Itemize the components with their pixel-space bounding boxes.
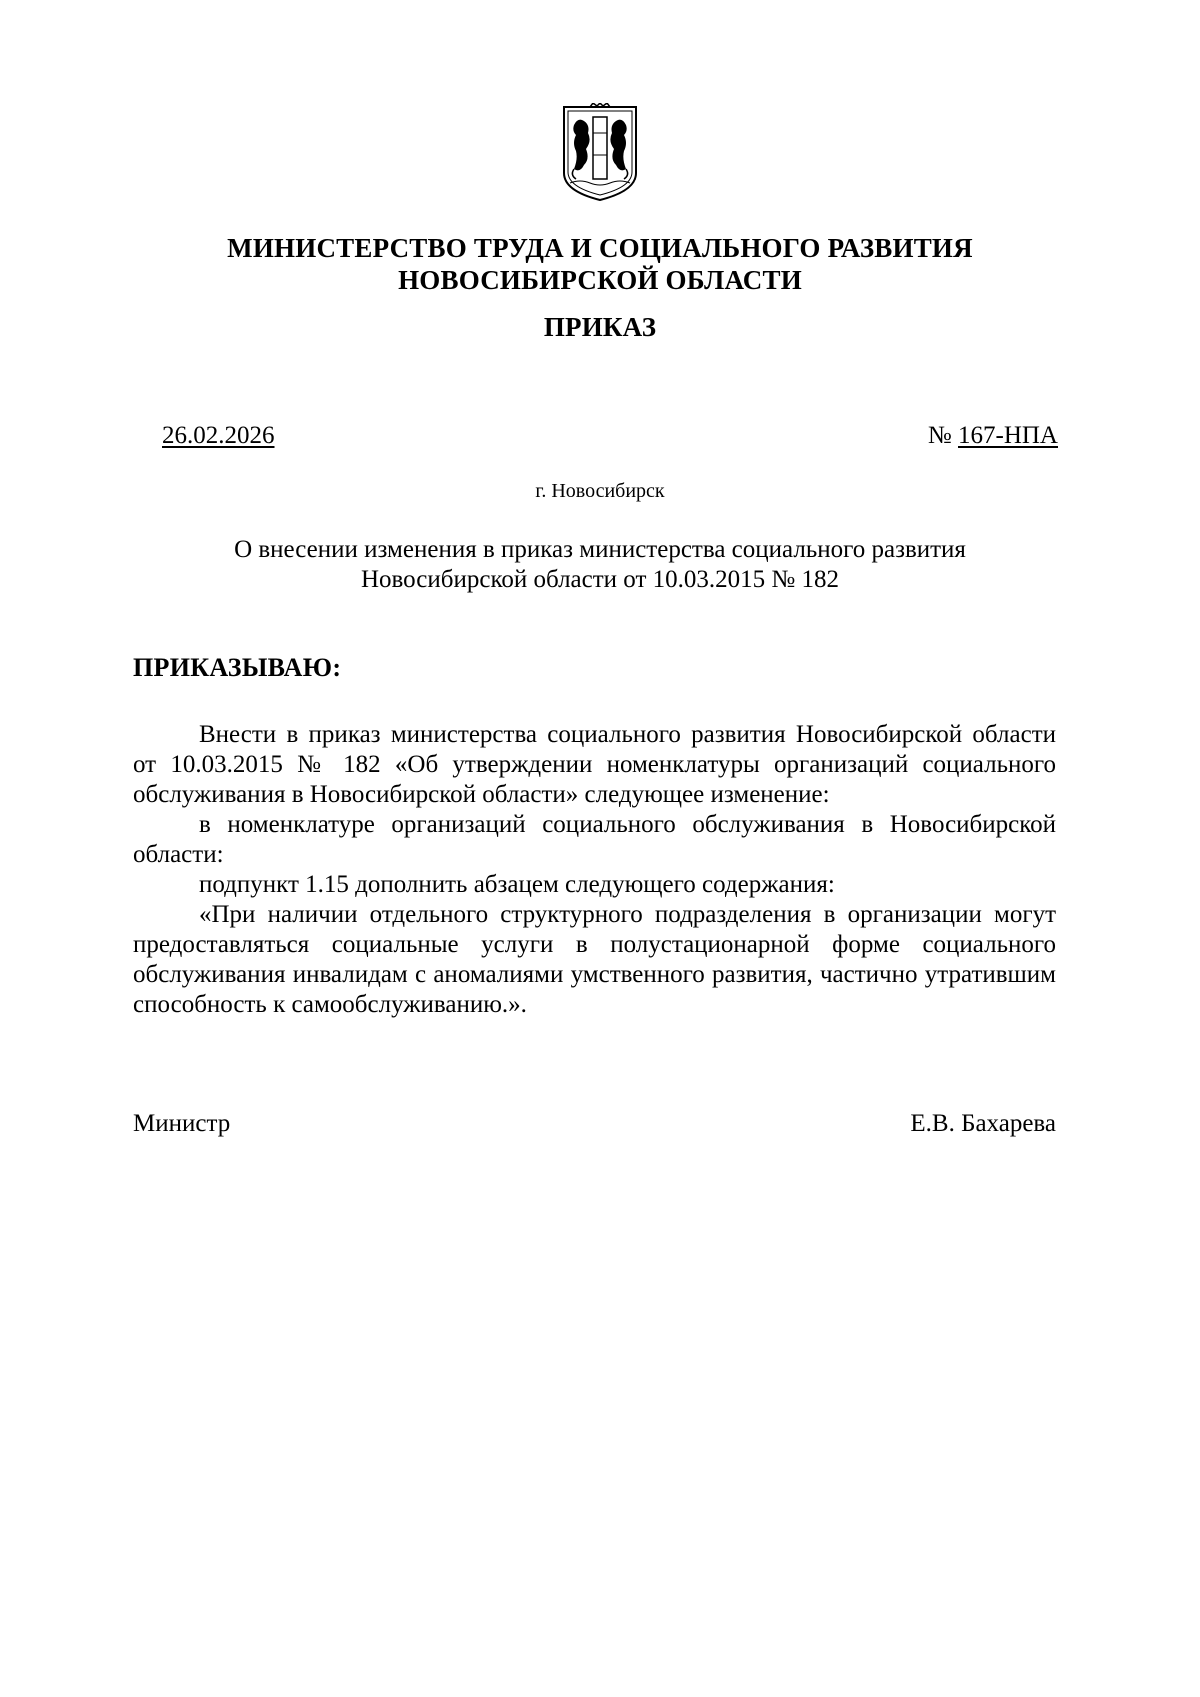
document-subject: [150, 535, 1050, 595]
ministry-title-line2: НОВОСИБИРСКОЙ ОБЛАСТИ: [398, 265, 802, 295]
number-value: 167-НПА: [958, 422, 1058, 449]
subject-line2: Новосибирской области от 10.03.2015 № 182: [360, 566, 839, 593]
number-prefix: №: [927, 422, 952, 449]
order-word: ПРИКАЗЫВАЮ:: [133, 653, 342, 682]
signatory-role: Министр: [133, 1110, 231, 1137]
body-paragraph: Внести в приказ министерства социального развития Новосибирской области от 10.03.2015 № 182 «Об утверждении номенклатуры организаций социального обслуживания в Новосибирской области» следующее изменение:: [133, 721, 1056, 808]
city: г. Новосибирск: [535, 480, 665, 502]
coat-of-arms-icon: [560, 103, 640, 203]
signatory-name: Е.В. Бахарева: [910, 1110, 1056, 1137]
ministry-title-line1: МИНИСТЕРСТВО ТРУДА И СОЦИАЛЬНОГО РАЗВИТИЯ: [227, 233, 973, 263]
body-paragraph: в номенклатуре организаций социального обслуживания в Новосибирской области:: [133, 811, 1056, 868]
document-date: 26.02.2026: [162, 422, 275, 449]
date-number-row: [162, 422, 1058, 452]
document-type: ПРИКАЗ: [543, 312, 657, 342]
document-number: [928, 422, 1058, 450]
body-paragraph: «При наличии отдельного структурного подразделения в организации могут предоставляться социальные услуги в полустационарной форме социального обслуживания инвалидам с аномалиями умственного развития, частично утратившим способность к самообслуживанию.».: [133, 901, 1056, 1018]
signature-block: [133, 1110, 1056, 1142]
order-body: [133, 720, 1056, 1020]
body-paragraph: подпункт 1.15 дополнить абзацем следующего содержания:: [199, 871, 835, 898]
subject-line1: О внесении изменения в приказ министерства социального развития: [234, 536, 966, 563]
